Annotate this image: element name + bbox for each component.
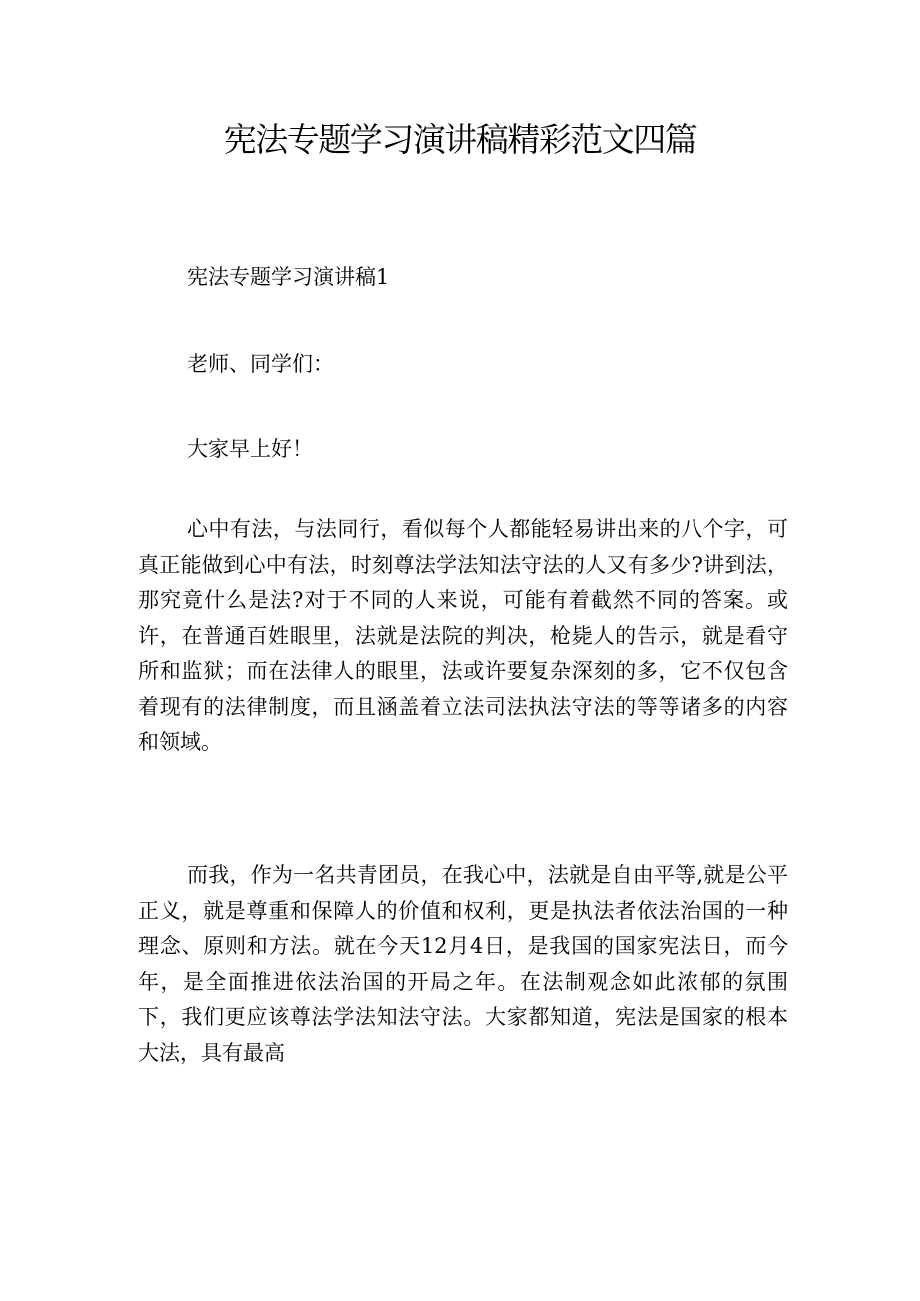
document-title: 宪法专题学习演讲稿精彩范文四篇 (223, 120, 697, 159)
salutation: 老师、同学们： (187, 352, 334, 376)
greeting: 大家早上好！ (187, 437, 313, 461)
body-paragraph-1: 心中有法，与法同行，看似每个人都能轻易讲出来的八个字，可真正能做到心中有法，时刻尊法学法知法守法的人又有多少?讲到法，那究竟什么是法?对于不同的人来说，可能有着截然不同的答案。或许，在普通百姓眼里，法就是法院的判决，枪毙人的告示，就是看守所和监狱；而在法律人的眼里，法或许要复杂深刻的多，它不仅包含着现有的法律制度，而且涵盖着立法司法执法守法的等等诸多的内容和领域。 (138, 517, 788, 754)
section-heading: 宪法专题学习演讲稿1 (187, 265, 390, 289)
body-paragraph-2: 而我，作为一名共青团员，在我心中，法就是自由平等,就是公平正义，就是尊重和保障人的价值和权利，更是执法者依法治国的一种理念、原则和方法。就在今天12月4日，是我国的国家宪法日，而今年，是全面推进依法治国的开局之年。在法制观念如此浓郁的氛围下，我们更应该尊法学法知法守法。大家都知道，宪法是国家的根本大法，具有最高 (138, 863, 788, 1065)
